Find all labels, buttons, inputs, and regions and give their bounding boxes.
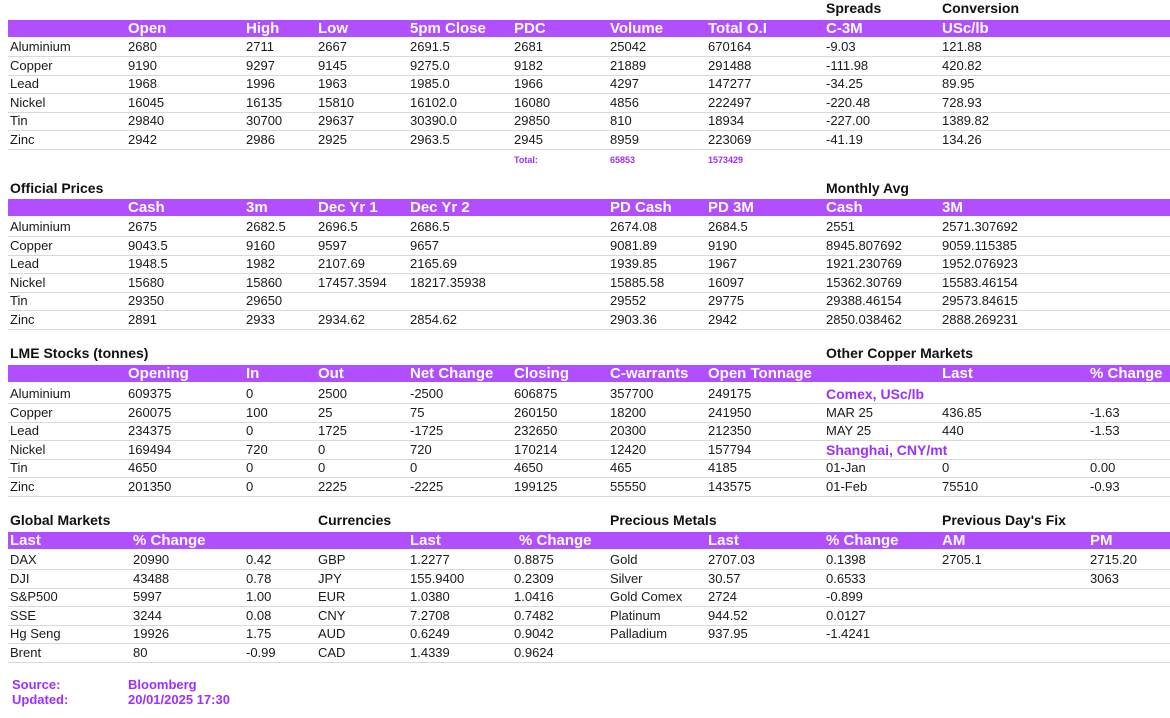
table-cell: 2684.5 — [708, 219, 748, 234]
table-cell: 2850.038462 — [826, 311, 902, 327]
table-cell: -34.25 — [826, 76, 863, 91]
table-cell: -2500 — [410, 386, 444, 401]
fix-pm: 2715.20 — [1090, 552, 1137, 567]
table-cell: 29775 — [708, 293, 745, 308]
table-cell: 2942 — [708, 311, 737, 327]
table-cell: -1.4241 — [826, 626, 871, 641]
table-cell: 2680 — [128, 39, 157, 54]
table-cell: 232650 — [514, 423, 558, 438]
table-cell: 2934.62 — [318, 311, 365, 327]
metal-name: Nickel — [10, 441, 46, 457]
table-row — [8, 94, 1170, 113]
table-cell: 357700 — [610, 386, 654, 401]
table-cell: 1966 — [514, 76, 543, 91]
table-row — [8, 38, 1170, 57]
table-cell: 29840 — [128, 113, 165, 128]
table-cell: 29573.84615 — [942, 293, 1018, 308]
top-header-2: Low — [318, 20, 348, 37]
table-cell: 720 — [246, 441, 268, 457]
table-cell: 9597 — [318, 237, 347, 253]
table-cell: 16102.0 — [410, 94, 457, 110]
table-cell: 1725 — [318, 423, 347, 438]
table-cell: -227.00 — [826, 113, 871, 128]
table-cell: 2225 — [318, 478, 347, 494]
official-prices-title: Official Prices — [10, 180, 104, 196]
table-row — [8, 75, 1170, 94]
table-cell: 3244 — [133, 607, 162, 623]
currency-code: EUR — [318, 589, 346, 604]
table-cell: 143575 — [708, 478, 752, 494]
table-cell: 9275.0 — [410, 57, 450, 73]
table-cell: 4650 — [514, 460, 543, 475]
table-cell: 15860 — [246, 274, 283, 290]
official-header-5: PD 3M — [708, 199, 754, 216]
table-cell: 1939.85 — [610, 256, 657, 271]
official-header-6: Cash — [826, 199, 863, 216]
table-row — [8, 625, 1170, 644]
table-cell: 201350 — [128, 478, 172, 494]
table-cell: 9059.115385 — [942, 237, 1017, 253]
currency-code: CAD — [318, 644, 346, 660]
table-cell: 5997 — [133, 589, 162, 604]
table-row — [8, 570, 1170, 589]
table-cell: 9043.5 — [128, 237, 168, 253]
table-cell: 157794 — [708, 441, 752, 457]
conversion-title: Conversion — [942, 0, 1020, 16]
table-cell: 9182 — [514, 57, 543, 73]
stocks-header-0: Opening — [128, 365, 189, 382]
table-cell: 15680 — [128, 274, 165, 290]
table-cell: 169494 — [128, 441, 172, 457]
spreads-title: Spreads — [826, 0, 882, 16]
metal-name: Tin — [10, 293, 28, 308]
metal-name: Aluminium — [10, 39, 71, 54]
table-cell: 1982 — [246, 256, 275, 271]
global-header-last: Last — [10, 532, 41, 549]
contract-month: MAY 25 — [826, 423, 872, 438]
table-cell: 155.9400 — [410, 570, 465, 586]
table-cell: 29388.46154 — [826, 293, 902, 308]
table-cell: 728.93 — [942, 94, 982, 110]
table-cell: 0.08 — [246, 607, 272, 623]
official-header-2: Dec Yr 1 — [318, 199, 378, 216]
table-cell: 9190 — [128, 57, 157, 73]
previous-fix-title: Previous Day's Fix — [942, 512, 1066, 528]
table-cell: 4856 — [610, 94, 639, 110]
table-cell: 2888.269231 — [942, 311, 1018, 327]
table-cell: 89.95 — [942, 76, 975, 91]
table-cell: 1921.230769 — [826, 256, 902, 271]
currency-code: AUD — [318, 626, 346, 641]
other-copper-header-change: % Change — [1090, 365, 1163, 382]
lme-stocks-title: LME Stocks (tonnes) — [10, 345, 149, 361]
table-cell: 18200 — [610, 404, 647, 420]
table-cell: -220.48 — [826, 94, 871, 110]
table-cell: 9160 — [246, 237, 275, 253]
table-cell: 15362.30769 — [826, 274, 902, 290]
table-cell: 4185 — [708, 460, 737, 475]
official-header-1: 3m — [246, 199, 268, 216]
table-cell: 100 — [246, 404, 268, 420]
global-markets-title: Global Markets — [10, 512, 111, 528]
table-cell: -9.03 — [826, 39, 856, 54]
table-cell: 16097 — [708, 274, 745, 290]
table-cell: 436.85 — [942, 404, 982, 420]
table-cell: 2551 — [826, 219, 855, 234]
table-cell: -111.98 — [826, 57, 869, 73]
table-cell: 17457.3594 — [318, 274, 387, 290]
table-cell: 2691.5 — [410, 39, 450, 54]
table-cell: 249175 — [708, 386, 752, 401]
table-cell: 222497 — [708, 94, 752, 110]
fix-am: 2705.1 — [942, 552, 982, 567]
table-cell: 15810 — [318, 94, 355, 110]
table-cell: 0 — [246, 478, 254, 494]
table-cell: -1.53 — [1090, 423, 1120, 438]
table-row — [8, 588, 1170, 607]
table-cell: 2903.36 — [610, 311, 657, 327]
table-cell: 0.2309 — [514, 570, 554, 586]
table-cell: 20990 — [133, 552, 170, 567]
table-cell: 134.26 — [942, 131, 982, 147]
metal-name: Gold Comex — [610, 589, 683, 604]
table-cell: 21889 — [610, 57, 647, 73]
currency-code: JPY — [318, 570, 342, 586]
metal-name: Copper — [10, 237, 53, 253]
table-cell: 9190 — [708, 237, 737, 253]
table-cell: 75510 — [942, 478, 979, 494]
table-cell: 1948.5 — [128, 256, 168, 271]
table-cell: 2724 — [708, 589, 737, 604]
table-row — [8, 112, 1170, 131]
table-cell: 1968 — [128, 76, 157, 91]
table-cell: 2675 — [128, 219, 157, 234]
table-cell: -0.899 — [826, 589, 863, 604]
metal-name: Zinc — [10, 131, 35, 147]
table-row — [8, 131, 1170, 150]
monthly-avg-title: Monthly Avg — [826, 180, 909, 196]
table-cell: 4297 — [610, 76, 639, 91]
table-cell: 9145 — [318, 57, 347, 73]
table-cell: 75 — [410, 404, 425, 420]
table-cell: 2963.5 — [410, 131, 450, 147]
index-name: SSE — [10, 607, 37, 623]
contract-month: MAR 25 — [826, 404, 873, 420]
table-cell: 29650 — [246, 293, 283, 308]
table-cell: 2707.03 — [708, 552, 755, 567]
table-cell: 260075 — [128, 404, 172, 420]
table-cell: 1.00 — [246, 589, 272, 604]
table-cell: 2891 — [128, 311, 157, 327]
table-cell: -0.93 — [1090, 478, 1120, 494]
table-cell: 29637 — [318, 113, 355, 128]
table-cell: 2682.5 — [246, 219, 286, 234]
table-cell: 0.6249 — [410, 626, 450, 641]
table-cell: 20300 — [610, 423, 647, 438]
table-cell: 18217.35938 — [410, 274, 486, 290]
metal-name: Aluminium — [10, 219, 71, 234]
metal-name: Copper — [10, 57, 53, 73]
table-row — [8, 385, 1170, 404]
table-cell: 2107.69 — [318, 256, 365, 271]
official-header-3: Dec Yr 2 — [410, 199, 470, 216]
index-name: Brent — [10, 644, 42, 660]
official-header-0: Cash — [128, 199, 165, 216]
metal-name: Zinc — [10, 478, 35, 494]
table-cell: 420.82 — [942, 57, 982, 73]
official-header-7: 3M — [942, 199, 963, 216]
table-cell: 29552 — [610, 293, 647, 308]
table-cell: 2986 — [246, 131, 275, 147]
table-cell: 0.78 — [246, 570, 272, 586]
table-cell: 1952.076923 — [942, 256, 1018, 271]
table-cell: 18934 — [708, 113, 745, 128]
top-header-4: PDC — [514, 20, 546, 37]
table-cell: 0 — [942, 460, 950, 475]
table-cell: 810 — [610, 113, 632, 128]
table-cell: 2945 — [514, 131, 543, 147]
index-name: DJI — [10, 570, 30, 586]
top-header-bar — [8, 20, 1170, 37]
table-cell: 0 — [246, 386, 254, 401]
table-cell: 1.2277 — [410, 552, 450, 567]
table-cell: 80 — [133, 644, 148, 660]
table-cell: 670164 — [708, 39, 752, 54]
table-cell: 2500 — [318, 386, 347, 401]
global-header-change: % Change — [133, 532, 206, 549]
metal-name: Lead — [10, 256, 39, 271]
table-cell: 223069 — [708, 131, 752, 147]
metal-name: Silver — [610, 570, 643, 586]
metal-name: Palladium — [610, 626, 668, 641]
table-cell: 2667 — [318, 39, 347, 54]
table-cell: 121.88 — [942, 39, 982, 54]
table-cell: 0.7482 — [514, 607, 554, 623]
table-cell: 25 — [318, 404, 333, 420]
metal-name: Nickel — [10, 94, 46, 110]
currency-code: GBP — [318, 552, 346, 567]
table-row — [8, 404, 1170, 423]
table-cell: 2925 — [318, 131, 347, 147]
table-cell: 29350 — [128, 293, 165, 308]
table-cell: 2674.08 — [610, 219, 657, 234]
top-header-3: 5pm Close — [410, 20, 486, 37]
table-cell: 1.0416 — [514, 589, 554, 604]
table-cell: 0 — [246, 423, 254, 438]
table-cell: 25042 — [610, 39, 647, 54]
metal-name: Aluminium — [10, 386, 71, 401]
table-cell: 2681 — [514, 39, 543, 54]
stocks-header-6: Open Tonnage — [708, 365, 812, 382]
table-cell: 234375 — [128, 423, 172, 438]
table-cell: 241950 — [708, 404, 752, 420]
precious-header-last: Last — [708, 532, 739, 549]
comex-label: Comex, USc/lb — [826, 386, 925, 402]
stocks-header-3: Net Change — [410, 365, 494, 382]
table-row — [8, 422, 1170, 441]
metal-name: Lead — [10, 423, 39, 438]
table-cell: 1389.82 — [942, 113, 989, 128]
table-cell: 2711 — [246, 39, 274, 54]
table-cell: 30.57 — [708, 570, 741, 586]
table-cell: 465 — [610, 460, 632, 475]
table-cell: 9297 — [246, 57, 275, 73]
source-value: Bloomberg — [128, 677, 197, 692]
precious-metals-title: Precious Metals — [610, 512, 717, 528]
table-cell: -2225 — [410, 478, 444, 494]
index-name: S&P500 — [10, 589, 58, 604]
table-row — [8, 607, 1170, 626]
table-cell: 9657 — [410, 237, 439, 253]
table-cell: 0.8875 — [514, 552, 554, 567]
currencies-title: Currencies — [318, 512, 392, 528]
table-cell: 0.0127 — [826, 607, 866, 623]
table-cell: 0 — [246, 460, 254, 475]
table-cell: 29850 — [514, 113, 551, 128]
table-cell: 30390.0 — [410, 113, 457, 128]
table-cell: 2696.5 — [318, 219, 358, 234]
top-header-1: High — [246, 20, 280, 37]
table-cell: 1985.0 — [410, 76, 450, 91]
total-oi: 1573429 — [708, 155, 744, 165]
table-row — [8, 57, 1170, 76]
table-cell: 0 — [318, 441, 326, 457]
updated-label: Updated: — [12, 692, 69, 707]
table-row — [8, 644, 1170, 663]
table-cell: 147277 — [708, 76, 752, 91]
table-cell: 2854.62 — [410, 311, 457, 327]
official-header-4: PD Cash — [610, 199, 672, 216]
total-volume: 65853 — [610, 155, 636, 165]
table-cell: 43488 — [133, 570, 170, 586]
other-copper-header-last: Last — [942, 365, 973, 382]
table-cell: 16045 — [128, 94, 165, 110]
table-cell: 440 — [942, 423, 964, 438]
table-cell: 1963 — [318, 76, 347, 91]
table-cell: 2686.5 — [410, 219, 450, 234]
stocks-header-4: Closing — [514, 365, 569, 382]
other-copper-title: Other Copper Markets — [826, 345, 974, 361]
table-cell: -0.99 — [246, 644, 276, 660]
metal-name: Copper — [10, 404, 53, 420]
table-cell: 1967 — [708, 256, 737, 271]
table-cell: 8959 — [610, 131, 639, 147]
index-name: DAX — [10, 552, 37, 567]
table-cell: 606875 — [514, 386, 558, 401]
shanghai-label: Shanghai, CNY/mt — [826, 441, 948, 458]
table-cell: 2933 — [246, 311, 275, 327]
table-cell: 260150 — [514, 404, 558, 420]
table-cell: 2165.69 — [410, 256, 457, 271]
table-cell: 1.4339 — [410, 644, 450, 660]
table-row — [8, 551, 1170, 570]
top-header-7: C-3M — [826, 20, 863, 37]
stocks-header-5: C-warrants — [610, 365, 689, 382]
table-row — [8, 459, 1170, 478]
table-cell: 0.9624 — [514, 644, 554, 660]
stocks-header-2: Out — [318, 365, 344, 382]
metal-name: Lead — [10, 76, 39, 91]
table-cell: 12420 — [610, 441, 647, 457]
precious-header-change: % Change — [826, 532, 899, 549]
fix-pm: 3063 — [1090, 570, 1119, 586]
table-cell: 212350 — [708, 423, 752, 438]
table-cell: 937.95 — [708, 626, 748, 641]
fix-header-am: AM — [942, 532, 966, 549]
table-cell: 0 — [318, 460, 326, 475]
table-cell: 0.1398 — [826, 552, 866, 567]
table-cell: 7.2708 — [410, 607, 450, 623]
table-cell: 1.75 — [246, 626, 272, 641]
table-row — [8, 478, 1170, 497]
stocks-header-1: In — [246, 365, 260, 382]
table-cell: 609375 — [128, 386, 172, 401]
metal-name: Tin — [10, 113, 28, 128]
table-cell: 16135 — [246, 94, 283, 110]
currency-header-last: Last — [410, 532, 441, 549]
table-cell: 15885.58 — [610, 274, 665, 290]
table-cell: -1725 — [410, 423, 444, 438]
table-cell: 30700 — [246, 113, 283, 128]
table-cell: -1.63 — [1090, 404, 1120, 420]
table-cell: 0.00 — [1090, 460, 1116, 475]
table-cell: 199125 — [514, 478, 558, 494]
metal-name: Platinum — [610, 607, 661, 623]
official-header-bar — [8, 199, 1170, 216]
contract-date: 01-Feb — [826, 478, 868, 494]
top-header-5: Volume — [610, 20, 664, 37]
table-cell: 55550 — [610, 478, 647, 494]
table-cell: 0.6533 — [826, 570, 866, 586]
updated-value: 20/01/2025 17:30 — [128, 692, 230, 707]
table-cell: 15583.46154 — [942, 274, 1018, 290]
top-header-6: Total O.I — [708, 20, 767, 37]
table-cell: 16080 — [514, 94, 551, 110]
table-cell: 2942 — [128, 131, 157, 147]
fix-header-pm: PM — [1090, 532, 1113, 549]
table-cell: 2571.307692 — [942, 219, 1018, 234]
table-cell: 1.0380 — [410, 589, 450, 604]
total-label: Total: — [514, 155, 538, 165]
table-cell: 1996 — [246, 76, 275, 91]
metal-name: Tin — [10, 460, 28, 475]
table-cell: 8945.807692 — [826, 237, 902, 253]
metal-name: Gold — [610, 552, 638, 567]
table-cell: 944.52 — [708, 607, 748, 623]
metal-name: Nickel — [10, 274, 46, 290]
table-cell: 4650 — [128, 460, 157, 475]
table-cell: 9081.89 — [610, 237, 657, 253]
table-cell: -41.19 — [826, 131, 863, 147]
index-name: Hg Seng — [10, 626, 61, 641]
table-cell: 170214 — [514, 441, 558, 457]
currency-header-change: % Change — [519, 532, 592, 549]
source-label: Source: — [12, 677, 61, 692]
contract-date: 01-Jan — [826, 460, 866, 475]
table-cell: 720 — [410, 441, 432, 457]
table-cell: 291488 — [708, 57, 752, 73]
metal-name: Zinc — [10, 311, 35, 327]
table-cell: 19926 — [133, 626, 170, 641]
table-row — [8, 441, 1170, 460]
currency-code: CNY — [318, 607, 346, 623]
top-header-0: Open — [128, 20, 167, 37]
table-cell: 0.9042 — [514, 626, 554, 641]
top-header-8: USc/lb — [942, 20, 989, 37]
table-cell: 0.42 — [246, 552, 272, 567]
table-cell: 0 — [410, 460, 418, 475]
